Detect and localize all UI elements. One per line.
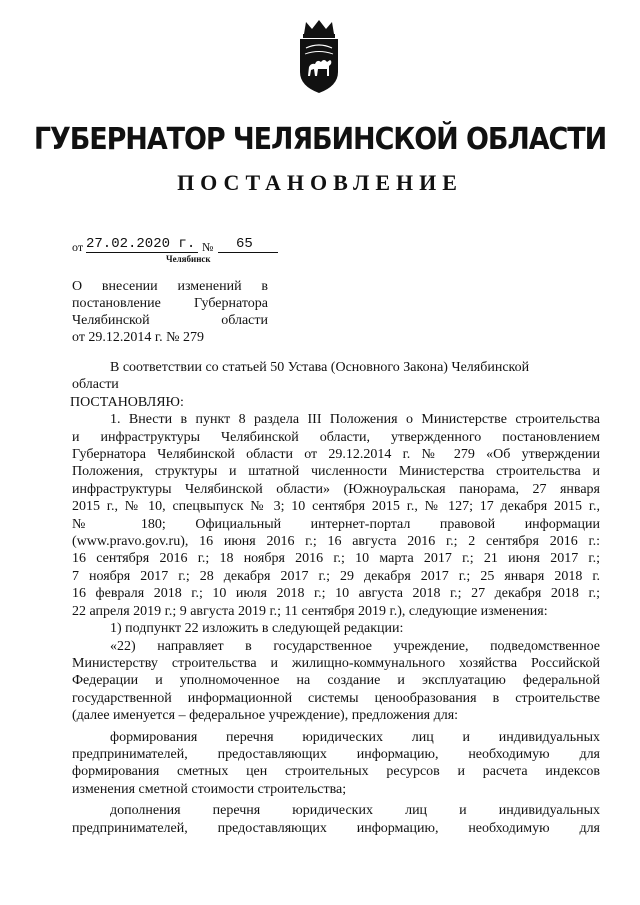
decree-body <box>72 359 600 837</box>
preamble-line: области <box>72 377 119 393</box>
subject-line: Челябинской области <box>72 313 268 328</box>
resolve-heading: ПОСТАНОВЛЯЮ: <box>70 394 184 410</box>
body-line: Губернатора Челябинской области от 29.12.2014 г. № 279 «Об утверждении <box>72 447 600 463</box>
subject-line: О внесении изменений в <box>72 279 268 294</box>
subject-line: постановление Губернатора <box>72 296 268 311</box>
coat-of-arms-emblem <box>296 20 342 94</box>
subject-line: от 29.12.2014 г. № 279 <box>72 330 204 345</box>
body-line: 2015 г., № 10, спецвыпуск № 3; 10 сентября 2015 г., № 127; 17 декабря 2015 г., <box>72 499 600 515</box>
body-line: № 180; Официальный интернет-портал правовой информации <box>72 516 600 532</box>
body-line: и инфраструктуры Челябинской области, утвержденного постановлением <box>72 429 600 445</box>
body-line: 1. Внести в пункт 8 раздела III Положения о Министерстве строительства <box>110 412 600 428</box>
body-line: государственной информационной системы ценообразования в строительстве <box>72 690 600 706</box>
decree-date: 27.02.2020 г. <box>86 236 196 252</box>
body-line: формирования сметных цен строительных ресурсов и расчета индексов <box>72 764 600 780</box>
body-line: Министерству строительства и жилищно-коммунального хозяйства Российской <box>72 655 600 671</box>
decree-subject <box>72 278 268 346</box>
body-line: Федерации и уполномоченное на создание и эксплуатацию федеральной <box>72 673 600 689</box>
number-prefix: № <box>202 240 214 254</box>
body-line: 16 февраля 2018 г.; 10 июля 2018 г.; 10 августа 2018 г.; 27 декабря 2018 г.; <box>72 586 600 602</box>
issuer-title: ГУБЕРНАТОР ЧЕЛЯБИНСКОЙ ОБЛАСТИ <box>33 122 607 157</box>
body-line: (www.pravo.gov.ru), 16 июня 2016 г.; 16 августа 2016 г.; 2 сентября 2016 г.: <box>72 534 600 550</box>
body-line: формирования перечня юридических лиц и индивидуальных <box>110 729 600 745</box>
number-underline <box>218 252 278 253</box>
body-line: 1) подпункт 22 изложить в следующей редакции: <box>110 621 404 637</box>
date-prefix: от <box>72 240 84 254</box>
date-underline <box>86 252 198 253</box>
body-line: 22 апреля 2019 г.; 9 августа 2019 г.; 11 сентября 2019 г.), следующие изменения: <box>72 603 548 619</box>
body-line: 7 ноября 2017 г.; 28 декабря 2017 г.; 29 декабря 2017 г.; 25 января 2018 г. <box>72 568 600 584</box>
body-line: (далее именуется – федеральное учреждение), предложения для: <box>72 708 459 724</box>
decree-date-number-line <box>72 238 352 268</box>
body-line: Положения, структуры и штатной численности Министерства строительства и <box>72 464 600 480</box>
document-type-title: ПОСТАНОВЛЕНИЕ <box>177 170 463 195</box>
body-line: инфраструктуры Челябинской области» (Южноуральская панорама, 27 января <box>72 481 600 497</box>
body-line: 16 сентября 2016 г.; 18 ноября 2016 г.; 10 марта 2017 г.; 21 июня 2017 г.; <box>72 551 600 567</box>
city-name: Челябинск <box>166 254 211 264</box>
body-line: изменения сметной стоимости строительства; <box>72 781 347 797</box>
body-line: дополнения перечня юридических лиц и индивидуальных <box>110 803 600 819</box>
decree-number: 65 <box>236 236 253 252</box>
body-line: «22) направляет в государственное учреждение, подведомственное <box>110 638 600 654</box>
preamble-line: В соответствии со статьей 50 Устава (Основного Закона) Челябинской <box>110 360 530 375</box>
body-line: предпринимателей, предоставляющих информацию, необходимую для <box>72 820 600 836</box>
body-line: предпринимателей, предоставляющих информацию, необходимую для <box>72 746 600 762</box>
